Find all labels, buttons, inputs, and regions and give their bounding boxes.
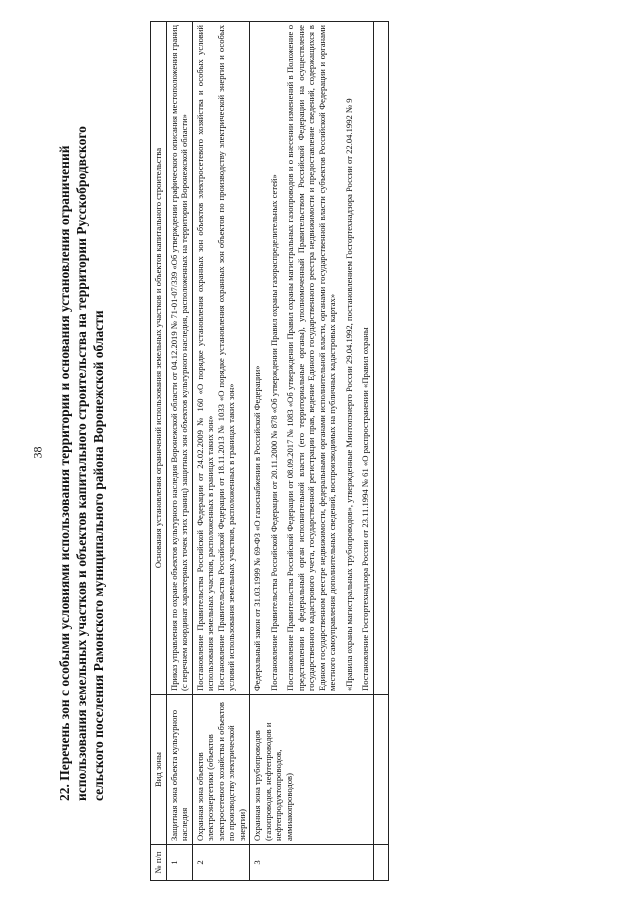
table-row <box>192 22 250 881</box>
table-row <box>166 22 192 881</box>
legal-basis-item: Постановление Правительства Российской Федерации от 20.11.2000 № 878 «Об утверждении Правил охраны газораспределительных сетей» <box>268 174 279 691</box>
row-num: 1 <box>166 845 192 881</box>
legal-basis <box>166 22 192 695</box>
legal-basis-item: Постановление Правительства Российской Федерации от 24.02.2009 № 160 «О порядке установления охранных зон объектов электросетевого хозяйства и особых условий использования земельных участков, расположенных в границах таких зон» <box>194 25 215 691</box>
title-line-1: 22. Перечень зон с особыми условиями использования территории и основания установления ограничений <box>57 145 72 801</box>
table-header-row <box>151 22 167 881</box>
table-row-blank <box>373 22 388 881</box>
table-row <box>250 22 374 881</box>
restrictions-table <box>150 21 389 881</box>
zone-type: Защитная зона объекта культурного наследия <box>166 695 192 845</box>
legal-basis-item: «Правила охраны магистральных трубопроводов», утвержденные Минтопэнерго России 29.04.1992, постановлением Госгортехнадзора России от 22.04.1992 № 9 <box>343 98 354 691</box>
legal-basis <box>192 22 250 695</box>
title-line-3: сельского поселения Рамонского муниципального района Воронежской области <box>91 310 106 801</box>
zone-type: Охранная зона трубопроводов (газопроводов, нефтепроводов и нефтепродуктопроводов, аммиакопроводов) <box>250 695 374 845</box>
document-title <box>56 41 107 801</box>
header-num: № п/п <box>151 845 167 881</box>
zone-type: Охранная зона объектов электроэнергетики (объектов электросетевого хозяйства и объектов по производству электрической энергии) <box>192 695 250 845</box>
legal-basis-item: Постановление Правительства Российской Федерации от 18.11.2013 № 1033 «О порядке установления охранных зон объектов по производству электрической энергии и особых условий использования земельных участков, расположенных в границах таких зон» <box>215 25 236 691</box>
title-line-2: использования земельных участков и объектов капитального строительства на территории Русскобродвского <box>74 126 89 801</box>
legal-basis <box>250 22 374 695</box>
legal-basis-item: Приказ управления по охране объектов культурного наследия Воронежской области от 04.12.2019 № 71-01-07/339 «Об утверждении графического описания местоположения границ (с перечнем координат характерных точек этих границ) защитных зон объектов культурного наследия, расположенных на территории Воронежской области» <box>168 25 189 691</box>
header-zone: Вид зоны <box>151 695 167 845</box>
header-basis: Основания установления ограничений использования земельных участков и объектов капитального строительства <box>151 22 167 695</box>
legal-basis-item: Федеральный закон от 31.03.1999 № 69-ФЗ «О газоснабжении в Российской Федерации» <box>252 365 262 691</box>
row-num: 2 <box>192 845 250 881</box>
legal-basis-item: Постановление Правительства Российской Федерации от 08.09.2017 № 1083 «Об утверждении Правил охраны магистральных газопроводов и о внесении изменений в Положение о представлении в федеральный орган исполнительной власти (его территориальные органы), уполномоченный Правительством Российской Федерации на осуществление государственного кадастрового учета, государственной регистрации прав, ведение Единого государственного реестра недвижимости и предоставление сведений, содержащихся в Едином государственном реестре недвижимости, федеральными органами исполнительной власти, органами государственной власти субъектов Российской Федерации и органами местного самоуправления дополнительных сведений, воспроизводимых на публичных кадастровых картах» <box>285 25 337 691</box>
legal-basis-item: Постановление Госгортехнадзора России от 23.11.1994 № 61 «О распространении «Правил охраны <box>360 327 370 691</box>
page-number: 38 <box>30 446 45 459</box>
row-num: 3 <box>250 845 374 881</box>
